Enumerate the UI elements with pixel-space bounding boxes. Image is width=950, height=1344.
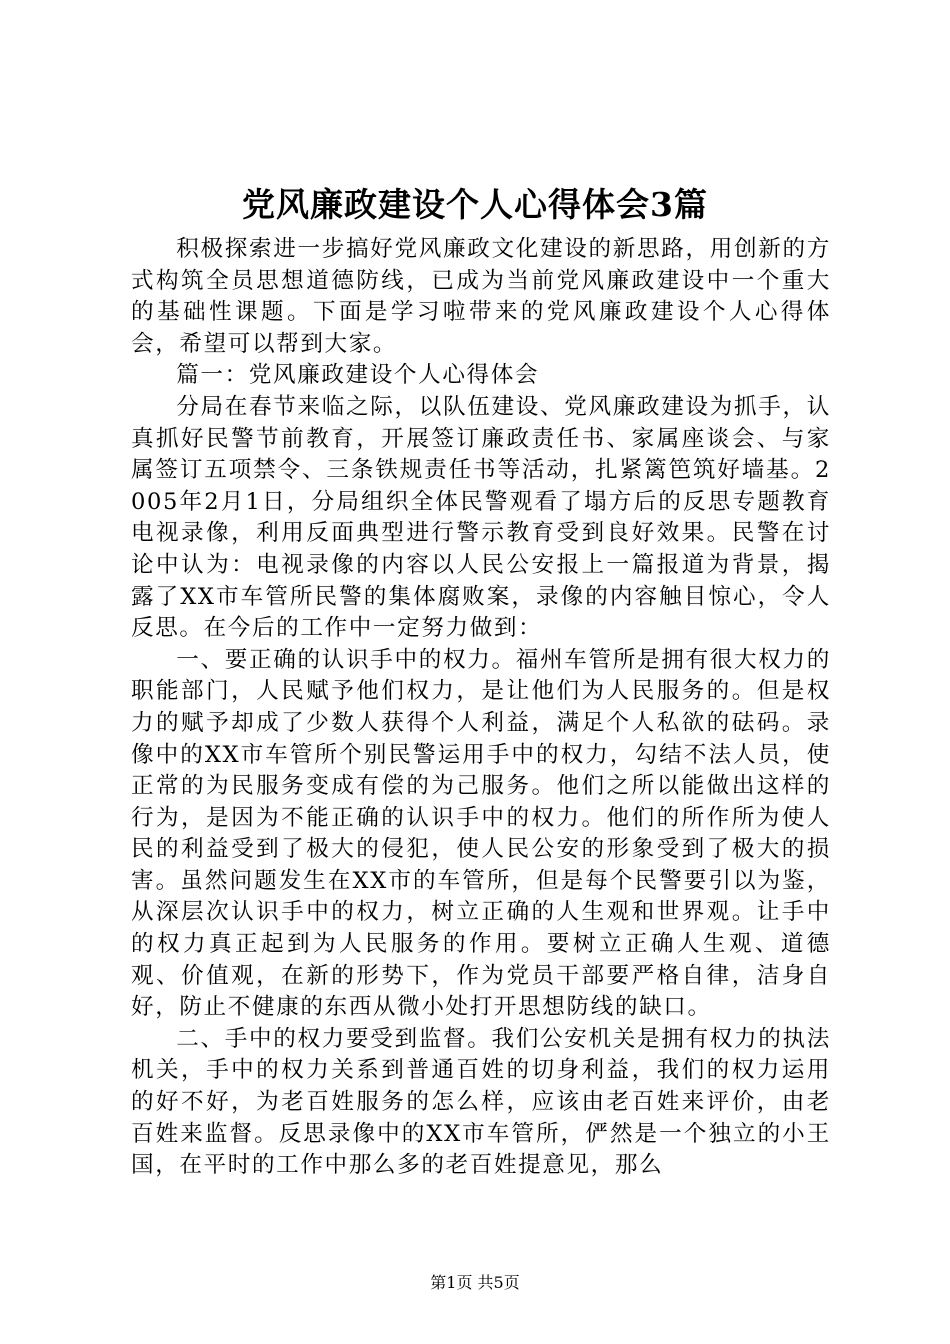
paragraph-body-3: 二、手中的权力要受到监督。我们公安机关是拥有权力的执法机关，手中的权力关系到普通百姓的切身利益，我们的权力运用的好不好，为老百姓服务的怎么样，应该由老百姓来评价，由老百姓来监督。反思录像中的XX市车管所，俨然是一个独立的小王国，在平时的工作中那么多的老百姓提意见，那么 bbox=[131, 1025, 831, 1179]
paragraph-body-1: 分局在春节来临之际，以队伍建设、党风廉政建设为抓手，认真抓好民警节前教育，开展签订廉政责任书、家属座谈会、与家属签订五项禁令、三条铁规责任书等活动，扎紧篱笆筑好墙基。2005年2月1日，分局组织全体民警观看了塌方后的反思专题教育电视录像，利用反面典型进行警示教育受到良好效果。民警在讨论中认为：电视录像的内容以人民公安报上一篇报道为背景，揭露了XX市车管所民警的集体腐败案，录像的内容触目惊心，令人反思。在今后的工作中一定努力做到： bbox=[131, 393, 831, 642]
paragraph-intro: 积极探索进一步搞好党风廉政文化建设的新思路，用创新的方式构筑全员思想道德防线，已成为当前党风廉政建设中一个重大的基础性课题。下面是学习啦带来的党风廉政建设个人心得体会，希望可以帮到大家。 bbox=[131, 236, 831, 357]
paragraph-body-2: 一、要正确的认识手中的权力。福州车管所是拥有很大权力的职能部门，人民赋予他们权力，是让他们为人民服务的。但是权力的赋予却成了少数人获得个人利益，满足个人私欲的砝码。录像中的XX市车管所个别民警运用手中的权力，勾结不法人员，使正常的为民服务变成有偿的为己服务。他们之所以能做出这样的行为，是因为不能正确的认识手中的权力。他们的所作所为使人民的利益受到了极大的侵犯，使人民公安的形象受到了极大的损害。虽然问题发生在XX市的车管所，但是每个民警要引以为鉴，从深层次认识手中的权力，树立正确的人生观和世界观。让手中的权力真正起到为人民服务的作用。要树立正确人生观、道德观、价值观，在新的形势下，作为党员干部要严格自律，洁身自好，防止不健康的东西从微小处打开思想防线的缺口。 bbox=[131, 646, 831, 1021]
document-body bbox=[131, 234, 831, 1182]
paragraph-section-heading: 篇一：党风廉政建设个人心得体会 bbox=[176, 362, 540, 389]
page-number-footer: 第1页 共5页 bbox=[430, 1273, 520, 1292]
document-title: 党风廉政建设个人心得体会3篇 bbox=[242, 185, 708, 224]
